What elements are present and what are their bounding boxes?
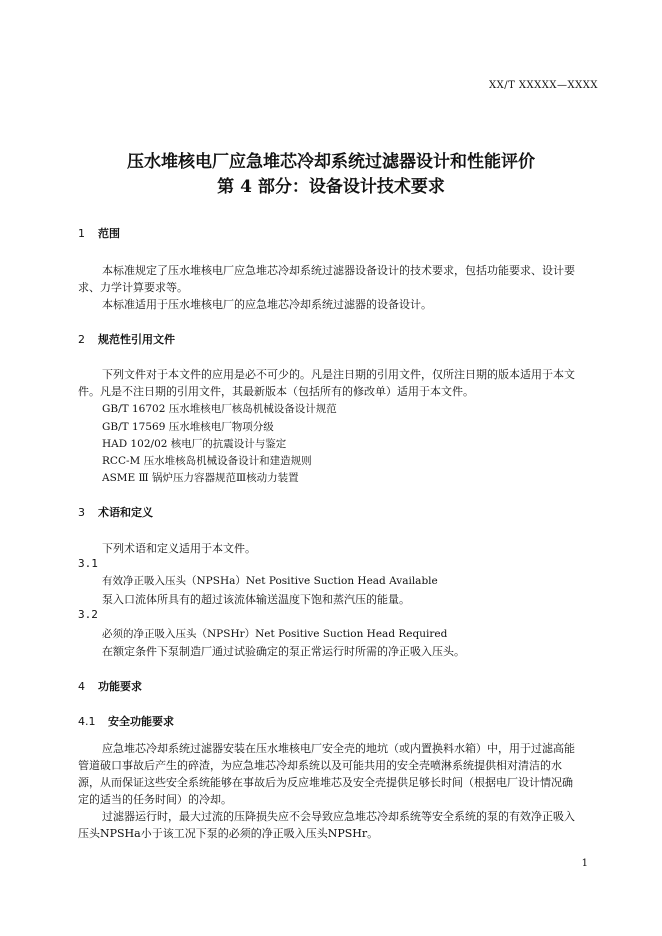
- subsection-number: 4.1: [78, 715, 96, 728]
- section-title: 范围: [98, 227, 120, 240]
- section-1-para-2: 本标准适用于压水堆核电厂的应急堆芯冷却系统过滤器的设备设计。: [102, 298, 432, 311]
- section-3-heading: [78, 504, 153, 520]
- section-4-para-2-line-1: 过滤器运行时，最大过流的压降损失应不会导致应急堆芯冷却系统等安全系统的泵的有效净正吸入: [102, 810, 575, 823]
- section-number: 4: [78, 680, 85, 693]
- section-1-para-1-line-1: 本标准规定了压水堆核电厂应急堆芯冷却系统过滤器设备设计的技术要求，包括功能要求、设计要: [102, 264, 575, 277]
- section-number: 3: [78, 506, 85, 519]
- section-1-para-1-line-2: 求、力学计算要求等。: [78, 281, 188, 294]
- section-4-para-1-line-3: 源，从而保证这些安全系统能够在事故后为反应堆堆芯及安全壳提供足够长时间（根据电厂设计情况确: [78, 776, 573, 789]
- reference-item: RCC-M 压水堆核岛机械设备设计和建造规则: [102, 455, 312, 467]
- term-definition: 在额定条件下泵制造厂通过试验确定的泵正常运行时所需的净正吸入压头。: [102, 645, 465, 658]
- section-title: 规范性引用文件: [98, 333, 175, 346]
- section-title: 功能要求: [98, 680, 142, 693]
- page-number: 1: [581, 858, 588, 869]
- standard-code: XX/T XXXXX—XXXX: [488, 80, 598, 91]
- term-name: 必须的净正吸入压头（NPSHr）Net Positive Suction Head Required: [102, 628, 448, 640]
- section-4-para-2-line-2: 压头NPSHa小于该工况下泵的必须的净正吸入压头NPSHr。: [78, 827, 379, 840]
- reference-item: GB/T 16702 压水堆核电厂核岛机械设备设计规范: [102, 403, 337, 415]
- section-number: 2: [78, 333, 85, 346]
- section-4-para-1-line-4: 定的适当的任务时间）的冷却。: [78, 793, 232, 806]
- term-number: 3.2: [78, 608, 98, 621]
- section-4-para-1-line-2: 管道破口事故后产生的碎渣，为应急堆芯冷却系统以及可能共用的安全壳喷淋系统提供相对清洁的水: [78, 759, 562, 772]
- section-title: 术语和定义: [98, 506, 153, 519]
- reference-item: HAD 102/02 核电厂的抗震设计与鉴定: [102, 438, 287, 450]
- section-4-heading: [78, 678, 142, 694]
- section-2-heading: [78, 331, 175, 347]
- section-3-intro: 下列术语和定义适用于本文件。: [102, 542, 256, 555]
- document-subtitle: 第 4 部分：设备设计技术要求: [217, 177, 445, 197]
- section-2-para-line-1: 下列文件对于本文件的应用是必不可少的。凡是注日期的引用文件，仅所注日期的版本适用于本文: [102, 368, 575, 381]
- subsection-4-1-heading: [78, 713, 174, 729]
- document-title: 压水堆核电厂应急堆芯冷却系统过滤器设计和性能评价: [127, 152, 535, 172]
- section-number: 1: [78, 227, 85, 240]
- subsection-title: 安全功能要求: [108, 715, 174, 728]
- term-name: 有效净正吸入压头（NPSHa）Net Positive Suction Head Available: [102, 575, 438, 587]
- reference-item: GB/T 17569 压水堆核电厂物项分级: [102, 421, 274, 433]
- section-1-heading: [78, 225, 120, 241]
- term-definition: 泵入口流体所具有的超过该流体输送温度下饱和蒸汽压的能量。: [102, 593, 410, 606]
- reference-item: ASME Ⅲ 锅炉压力容器规范Ⅲ核动力装置: [102, 472, 299, 484]
- section-4-para-1-line-1: 应急堆芯冷却系统过滤器安装在压水堆核电厂安全壳的地坑（或内置换料水箱）中，用于过滤高能: [102, 742, 575, 755]
- term-number: 3.1: [78, 557, 98, 570]
- section-2-para-line-2: 件。凡是不注日期的引用文件，其最新版本（包括所有的修改单）适用于本文件。: [78, 385, 474, 398]
